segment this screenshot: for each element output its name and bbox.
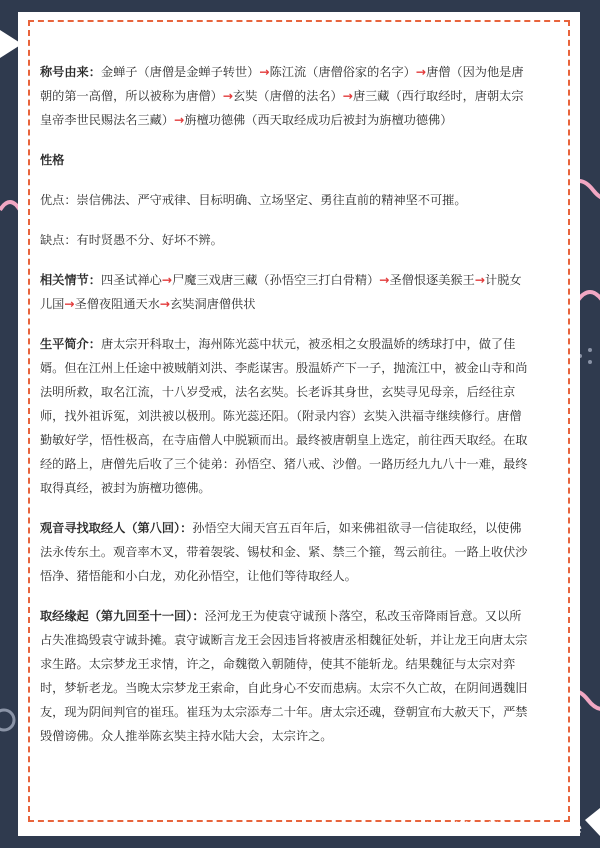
section-label: 观音寻找取经人（第八回）： [40,521,193,535]
arrow-icon: → [174,113,185,127]
plot-segment: 计脱女儿国 [40,273,522,311]
squiggle-right-mid [578,292,600,300]
section-titles [40,60,532,132]
origin-text: 泾河龙王为使袁守诚预卜落空，私改玉帝降雨旨意。又以所占失准捣毁袁守诚卦摊。袁守诚断言龙王会因违旨将被唐丞相魏征处斩，并让龙王向唐太宗求生路。太宗梦龙王求情，许之，命魏徵入朝随侍，使其不能斩龙。结果魏征与太宗对弈时，梦斩老龙。当晚太宗梦龙王索命，自此身心不安而患病。太宗不久亡故，在阴间遇魏旧友，现为阴间判官的崔珏。崔珏为太宗添寿二十年。唐太宗还魂，登朝宣布大赦天下，严禁毁僧谤佛。众人推举陈玄奘主持水陆大会，太宗许之。 [40,609,528,743]
section-label: 称号由来： [40,65,101,79]
title-segment: 唐三藏（西行取经时，唐朝太宗皇帝李世民赐法名三藏） [40,89,524,127]
arrow-icon: → [379,273,390,287]
section-label: 取经缘起（第九回至十一回）： [40,609,205,623]
arrow-icon: → [161,273,173,287]
dot-pattern [588,348,592,352]
arrow-icon: → [415,65,427,79]
plot-segment: 四圣试禅心 [100,273,162,287]
title-segment: 旃檀功德佛（西天取经成功后被封为旃檀功德佛） [184,113,453,127]
arrow-icon: → [159,297,171,311]
article-content [40,60,532,764]
arrow-icon: → [259,65,270,79]
triangle-bottom-right [585,808,600,836]
arrow-icon: → [222,89,234,103]
arrow-icon: → [474,273,486,287]
arrow-icon: → [64,297,75,311]
section-label: 相关情节： [40,273,101,287]
bio-text: 唐太宗开科取士，海州陈光蕊中状元，被丞相之女殷温娇的绣球打中，做了佳婿。但在江州上任途中被贼艄刘洪、李彪谋害。殷温娇产下一子，抛流江中，被金山寺和尚法明所救，取名江流，十八岁受戒，法名玄奘。长老诉其身世，玄奘寻见母亲，后经往京师，找外祖诉冤，刘洪被以极刑。陈光蕊还阳。（附录内容）玄奘入洪福寺继续修行。唐僧勤敏好学，悟性极高，在寺庙僧人中脱颖而出。最终被唐朝皇上选定，前往西天取经。在取经的路上，唐僧先后收了三个徒弟：孙悟空、猪八戒、沙僧。一路历经九九八十一难，最终取得真经，被封为旃檀功德佛。 [40,337,528,495]
personality-heading: 性格 [40,153,65,167]
watermark: 头条 @学海无涯knowledge [403,821,582,837]
plot-segment: 尸魔三戏唐三藏（孙悟空三打白骨精） [172,273,380,287]
title-segment: 玄奘（唐僧的法名） [233,89,343,103]
personality-pros: 优点：崇信佛法、严守戒律、目标明确、立场坚定、勇往直前的精神坚不可摧。 [40,193,467,207]
section-label: 生平简介： [40,337,101,351]
squiggle-left-mid [0,202,20,210]
section-bio [40,332,532,500]
personality-cons: 缺点：有时贤愚不分、好坏不辨。 [40,233,223,247]
guanyin-text: 孙悟空大闹天宫五百年后，如来佛祖欲寻一信徒取经，以使佛法永传东土。观音率木叉，带着袈裟、锡杖和金、紧、禁三个箍，驾云前往。一路上收伏沙悟净、猪悟能和小白龙，劝化孙悟空，让他们等待取经人。 [40,521,528,583]
section-plots [40,268,532,316]
plot-segment: 圣僧夜阻通天水 [74,297,160,311]
title-segment: 陈江流（唐僧俗家的名字） [269,65,416,79]
title-segment: 唐僧（因为他是唐朝的第一高僧，所以被称为唐僧） [40,65,524,103]
plot-segment: 玄奘洞唐僧供状 [170,297,256,311]
section-origin [40,604,532,748]
title-segment: 金蝉子（唐僧是金蝉子转世） [100,65,260,79]
section-guanyin [40,516,532,588]
arrow-icon: → [342,89,353,103]
ring-bottom-left [0,710,14,730]
plot-segment: 圣僧恨逐美猴王 [389,273,475,287]
